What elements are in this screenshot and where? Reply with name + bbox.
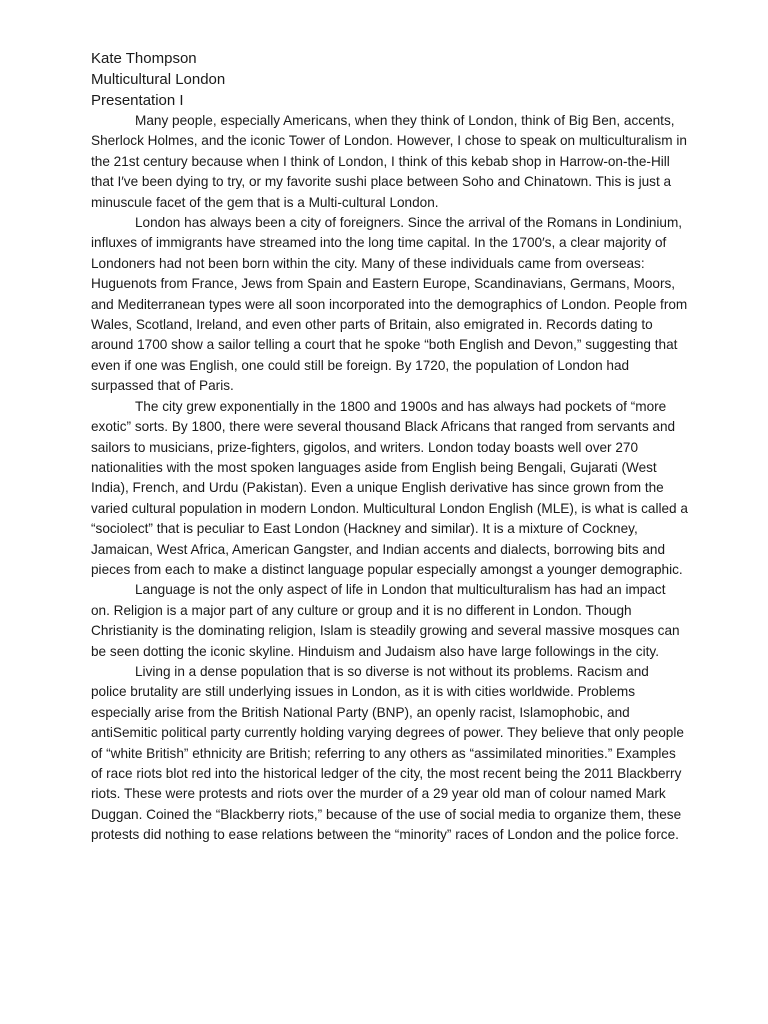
author-name: Kate Thompson [91,50,197,67]
assignment-title: Presentation I [91,92,184,109]
paragraph-intro: Many people, especially Americans, when they think of London, think of Big Ben, accents, Sherlock Holmes, and the iconic Tower of London. However, I chose to speak on multiculturalism in the 21st century because when I think of London, I think of this kebab shop in Harrow-on-the-Hill that I′ve been dying to try, or my favorite sushi place between Soho and Chinatown. This is just a minuscule facet of the gem that is a Multi-cultural London. [91,113,687,210]
course-title: Multicultural London [91,71,226,88]
paragraph-history: London has always been a city of foreigners. Since the arrival of the Romans in Londinium, influxes of immigrants have streamed into the long time capital. In the 1700′s, a clear majority of Londoners had not been born within the city. Many of these individuals came from overseas: Huguenots from France, Jews from Spain and Eastern Europe, Scandinavians, Germans, Moors, and Mediterranean types were all soon incorporated into the demographics of London. People from Wales, Scotland, Ireland, and even other parts of Britain, also emigrated in. Records dating to around 1700 show a sailor telling a court that he spoke “both English and Devon,” suggesting that even if one was English, one could still be foreign. By 1720, the population of London had surpassed that of Paris. [91,215,688,394]
paragraph-religion: Language is not the only aspect of life in London that multiculturalism has had an impact on. Religion is a major part of any culture or group and it is no different in London. Though Christianity is the dominating religion, Islam is steadily growing and several massive mosques can be seen dotting the iconic skyline. Hinduism and Judaism also have large followings in the city. [91,582,680,659]
paragraph-growth-language: The city grew exponentially in the 1800 and 1900s and has always had pockets of “more exotic” sorts. By 1800, there were several thousand Black Africans that ranged from servants and sailors to musicians, prize-fighters, gigolos, and writers. London today boasts well over 270 nationalities with the most spoken languages aside from English being Bengali, Gujarati (West India), French, and Urdu (Pakistan). Even a unique English derivative has since grown from the varied cultural population in modern London. Multicultural London English (MLE), is what is called a “sociolect” that is peculiar to East London (Hackney and similar). It is a mixture of Cockney, Jamaican, West Africa, American Gangster, and Indian accents and dialects, borrowing bits and pieces from each to make a distinct language popular especially amongst a younger demographic. [91,398,688,577]
document-page [91,48,688,846]
paragraph-problems: Living in a dense population that is so diverse is not without its problems. Racism and police brutality are still underlying issues in London, as it is with cities worldwide. Problems especially arise from the British National Party (BNP), an openly racist, Islamophobic, and antiSemitic political party currently holding varying degrees of power. They believe that only people of “white British” ethnicity are British; referring to any others as “assimilated minorities.” Examples of race riots blot red into the historical ledger of the city, the most recent being the 2011 Blackberry riots. These were protests and riots over the murder of a 29 year old man of colour named Mark Duggan. Coined the “Blackberry riots,” because of the use of social media to organize them, these protests did nothing to ease relations between the “minority” races of London and the police force. [91,663,684,843]
